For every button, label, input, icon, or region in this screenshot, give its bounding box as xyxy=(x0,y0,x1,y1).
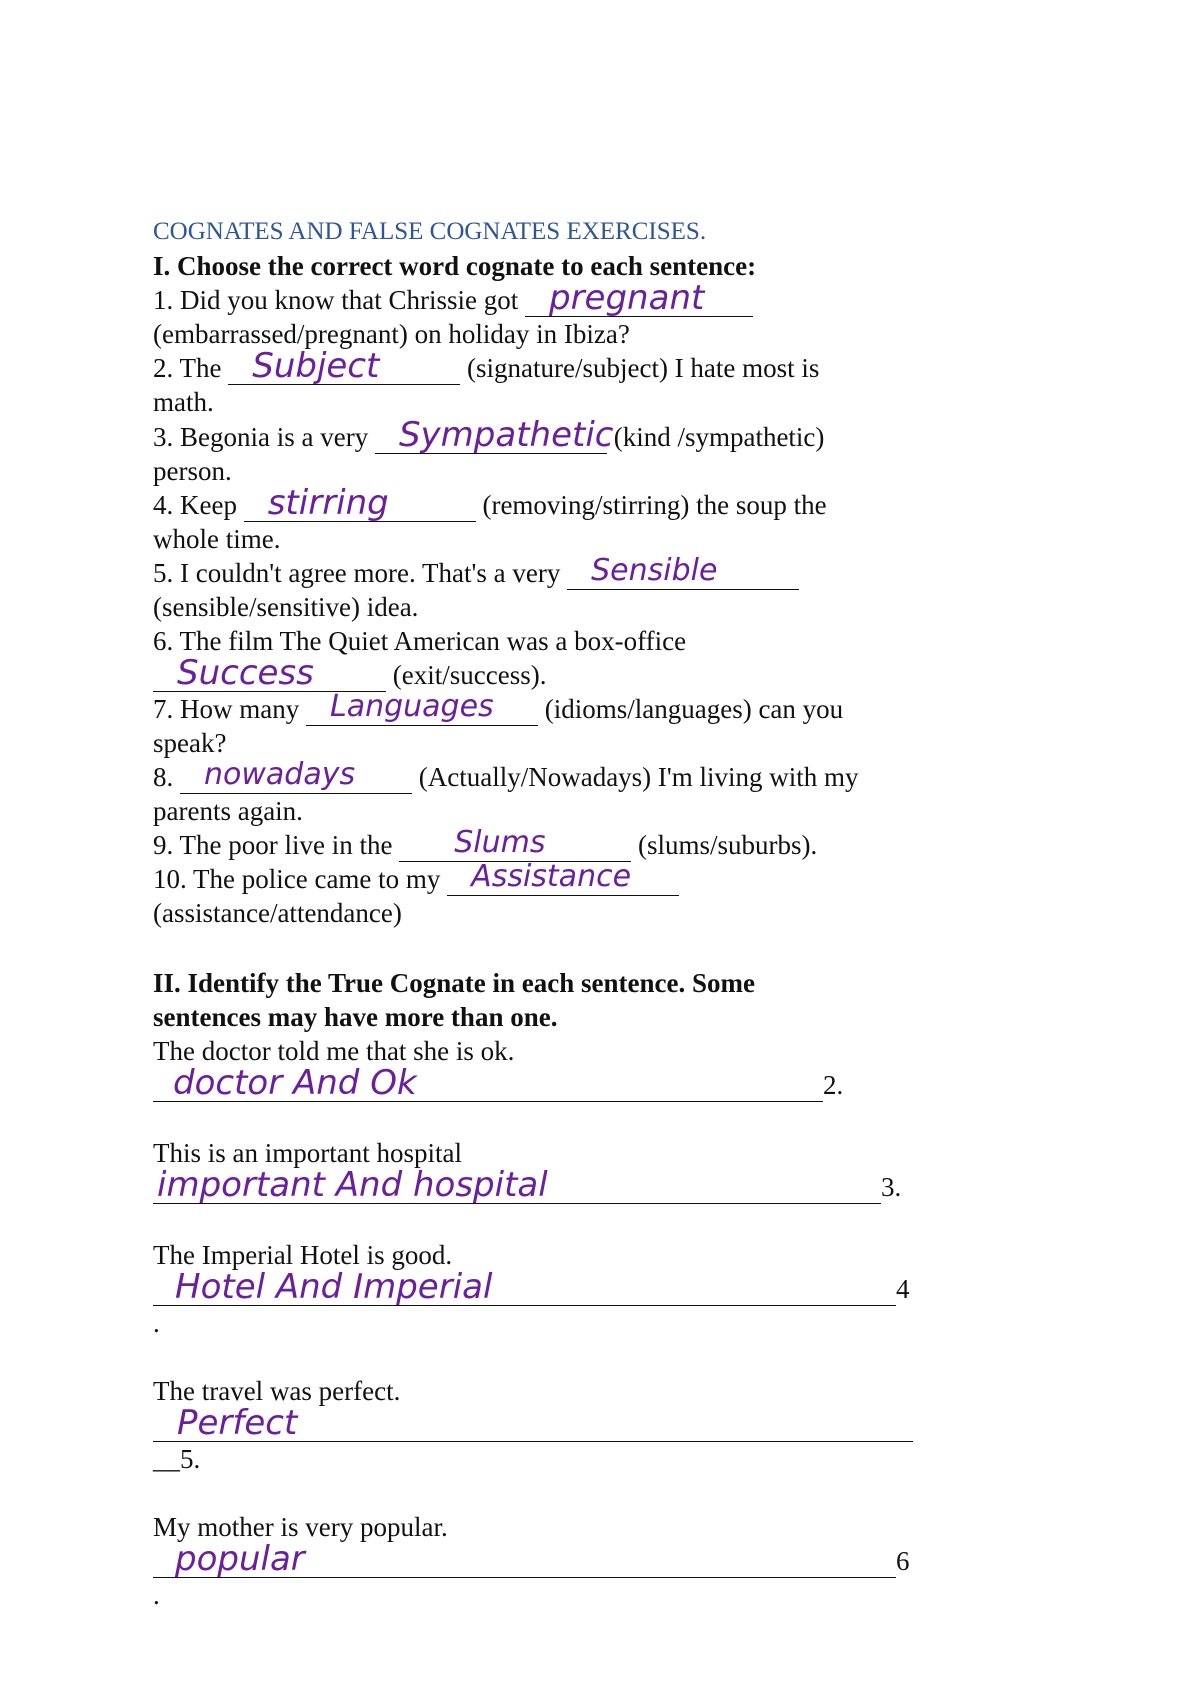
exercise-item-6: 6. The film The Quiet American was a box-office xyxy=(153,626,687,656)
item-8-continuation: parents again. xyxy=(153,796,303,826)
item-1-handwritten-answer: pregnant xyxy=(549,278,705,318)
item-2-continuation: math. xyxy=(153,387,214,417)
cognate-after-3: . xyxy=(153,1308,160,1338)
cognate-answer-line-3 xyxy=(153,1267,910,1307)
section-2-heading-line-2: sentences may have more than one. xyxy=(153,1002,558,1032)
cognate-blank-5 xyxy=(153,1539,896,1579)
item-4-text: 4. Keep xyxy=(153,490,244,520)
cognate-answer-line-1 xyxy=(153,1063,844,1103)
cognate-sentence-1: The doctor told me that she is ok. xyxy=(153,1036,515,1066)
item-7-blank xyxy=(306,689,538,726)
cognate-answer-line-5 xyxy=(153,1539,910,1579)
exercise-item-8 xyxy=(153,757,859,794)
section-2-heading-line-1: II. Identify the True Cognate in each sentence. Some xyxy=(153,968,755,998)
item-4-options: (removing/stirring) the soup the xyxy=(475,490,827,520)
cognate-blank-1 xyxy=(153,1063,823,1103)
item-3-blank xyxy=(375,415,614,455)
item-10-options: (assistance/attendance) xyxy=(153,898,402,928)
exercise-item-10 xyxy=(153,859,679,896)
item-2-handwritten-answer: Subject xyxy=(252,346,380,386)
exercise-item-1 xyxy=(153,278,753,318)
item-5-text: 5. I couldn't agree more. That's a very xyxy=(153,558,568,588)
section-1-heading: I. Choose the correct word cognate to each sentence: xyxy=(153,251,757,281)
cognate-answer-line-2 xyxy=(153,1165,902,1205)
item-1-text: 1. Did you know that Chrissie got xyxy=(153,285,525,315)
cognate-trail-1: 2. xyxy=(823,1070,844,1100)
exercise-item-5 xyxy=(153,553,799,590)
item-6-handwritten-answer: Success xyxy=(177,653,314,693)
item-1-options: (embarrassed/pregnant) on holiday in Ibiza? xyxy=(153,319,630,349)
cognate-handwritten-answer-2: important And hospital xyxy=(157,1165,548,1205)
item-5-options: (sensible/sensitive) idea. xyxy=(153,592,419,622)
cognate-handwritten-answer-1: doctor And Ok xyxy=(173,1063,417,1103)
cognate-handwritten-answer-5: popular xyxy=(175,1539,305,1579)
item-9-handwritten-answer: Slums xyxy=(454,825,546,860)
item-10-blank xyxy=(447,859,679,896)
cognate-trail-2: 3. xyxy=(881,1172,902,1202)
item-3-text: 3. Begonia is a very xyxy=(153,422,375,452)
cognate-handwritten-answer-3: Hotel And Imperial xyxy=(175,1267,493,1307)
item-8-handwritten-answer: nowadays xyxy=(204,757,356,792)
cognate-sentence-3: The Imperial Hotel is good. xyxy=(153,1240,453,1270)
item-2-text: 2. The xyxy=(153,353,229,383)
item-9-options: (slums/suburbs). xyxy=(631,830,818,860)
item-10-text: 10. The police came to my xyxy=(153,864,448,894)
item-1-blank xyxy=(525,278,753,318)
cognate-trail-5: 6 xyxy=(896,1546,910,1576)
exercise-item-7 xyxy=(153,689,844,726)
cognate-sentence-2: This is an important hospital xyxy=(153,1138,462,1168)
item-10-handwritten-answer: Assistance xyxy=(471,859,632,894)
item-8-text: 8. xyxy=(153,762,180,792)
item-7-options: (idioms/languages) can you xyxy=(537,694,844,724)
item-3-options: (kind /sympathetic) xyxy=(606,422,825,452)
item-3-continuation: person. xyxy=(153,456,232,486)
item-7-handwritten-answer: Languages xyxy=(329,689,494,724)
item-4-continuation: whole time. xyxy=(153,524,281,554)
item-6-options: (exit/success). xyxy=(386,660,547,690)
item-8-blank xyxy=(180,757,412,794)
exercise-item-3 xyxy=(153,415,825,455)
item-7-text: 7. How many xyxy=(153,694,306,724)
item-9-text: 9. The poor live in the xyxy=(153,830,400,860)
cognate-sentence-4: The travel was perfect. xyxy=(153,1376,401,1406)
cognate-answer-line-4 xyxy=(153,1403,913,1443)
item-8-options: (Actually/Nowadays) I'm living with my xyxy=(412,762,859,792)
exercise-item-2 xyxy=(153,346,820,386)
cognate-blank-4 xyxy=(153,1403,913,1443)
cognate-trail-3: 4 xyxy=(896,1274,910,1304)
worksheet-title: COGNATES AND FALSE COGNATES EXERCISES. xyxy=(153,218,707,245)
cognate-blank-2 xyxy=(153,1165,881,1205)
cognate-handwritten-answer-4: Perfect xyxy=(177,1403,298,1443)
item-4-blank xyxy=(244,483,476,523)
item-7-continuation: speak? xyxy=(153,728,227,758)
cognate-after-4: __5. xyxy=(153,1444,201,1474)
item-2-options: (signature/subject) I hate most is xyxy=(460,353,820,383)
item-3-handwritten-answer: Sympathetic xyxy=(398,415,614,455)
exercise-item-4 xyxy=(153,483,827,523)
item-2-blank xyxy=(228,346,460,386)
item-5-blank xyxy=(567,553,799,590)
cognate-sentence-5: My mother is very popular. xyxy=(153,1512,448,1542)
item-5-handwritten-answer: Sensible xyxy=(591,553,718,588)
item-4-handwritten-answer: stirring xyxy=(267,483,389,523)
cognate-after-5: . xyxy=(153,1580,160,1610)
cognate-blank-3 xyxy=(153,1267,896,1307)
